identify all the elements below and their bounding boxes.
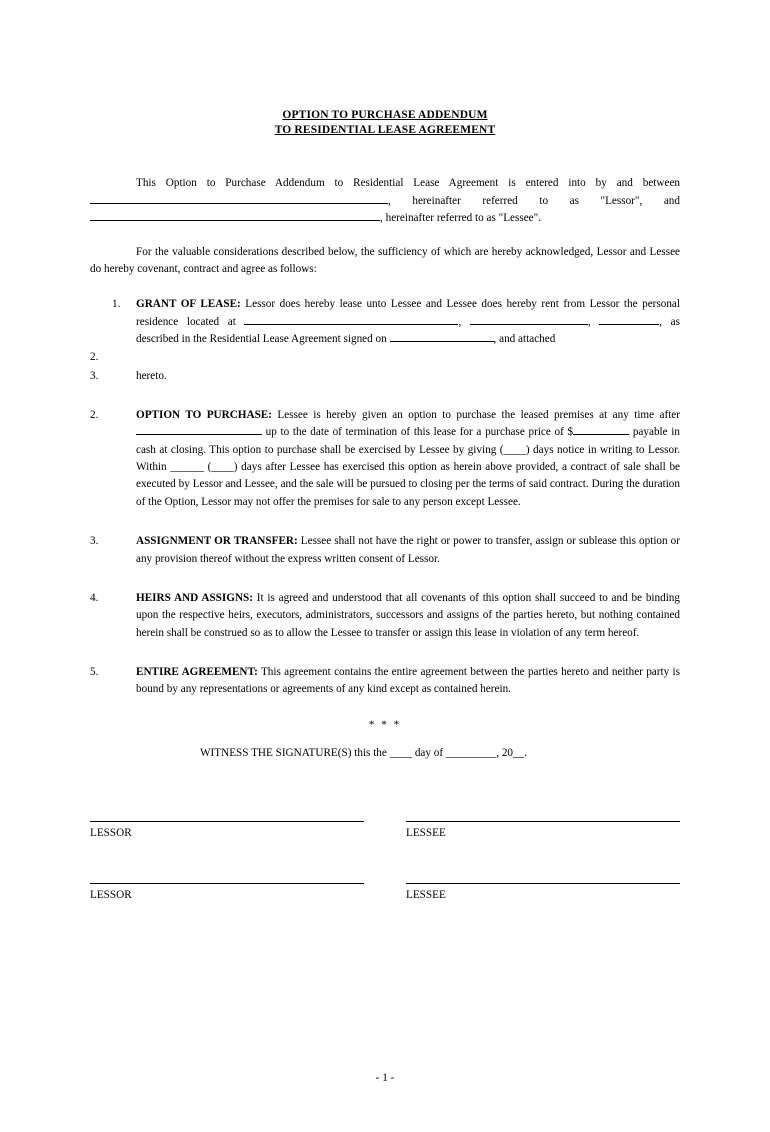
lessee-signature-2 — [406, 883, 680, 901]
signature-line — [90, 883, 364, 884]
lease-date-blank — [390, 341, 494, 342]
lessee-signature-1 — [406, 821, 680, 839]
intro-text-3: , hereinafter referred to as "Lessee". — [380, 212, 542, 225]
stray-number-3 — [90, 368, 680, 385]
clause-body — [136, 590, 680, 642]
clause-text-1: Lessee is hereby given an option to purchase the leased premises at any time after — [271, 409, 680, 422]
clause-heading: OPTION TO PURCHASE: — [136, 409, 272, 422]
clause-body — [136, 407, 680, 511]
intro-text-1: This Option to Purchase Addendum to Residential Lease Agreement is entered into by and between — [136, 177, 680, 190]
intro-text-2: , hereinafter referred to as "Lessor", and — [388, 194, 680, 207]
signature-label: LESSEE — [406, 888, 446, 901]
signature-label: LESSEE — [406, 826, 446, 839]
consideration-paragraph — [90, 244, 680, 279]
residence-address-blank-3 — [599, 324, 659, 325]
clause-body: GRANT OF LEASE: Lessor does hereby lease unto Lessee and Lessee does hereby rent from Lessor the personal residence located at , , , as described in the Residential Lease Agreement signed on , and attached — [136, 298, 680, 345]
clause-heading: HEIRS AND ASSIGNS: — [136, 591, 253, 604]
signature-label: LESSOR — [90, 826, 132, 839]
residence-address-blank-1 — [244, 324, 458, 325]
clause-continuation: hereto. — [136, 369, 167, 382]
clause-text: This agreement contains the entire agreement between the parties hereto and neither party is bound by any representations or agreements of any kind except as contained herein. — [136, 665, 680, 696]
clause-heading: ASSIGNMENT OR TRANSFER: — [136, 535, 298, 548]
lessor-signature-1 — [90, 821, 364, 839]
lessee-name-blank — [90, 220, 380, 221]
clause-option-to-purchase — [90, 407, 680, 511]
clause-number: 4. — [90, 591, 99, 604]
clause-number: 1. — [112, 298, 121, 311]
signature-line — [90, 821, 364, 822]
clause-number: 3. — [90, 535, 99, 548]
clause-text: It is agreed and understood that all covenants of this option shall succeed to and be binding upon the respective heirs, executors, administrators, successors and assigns of the parties hereto, but nothing contained herein shall be construed so as to allow the Lessee to transfer or assign this lease in violation of any term hereof. — [136, 591, 680, 639]
residence-address-blank-2 — [470, 324, 588, 325]
signature-label: LESSOR — [90, 888, 132, 901]
stray-number-2 — [90, 349, 680, 366]
page-footer: - 1 - — [375, 1072, 395, 1084]
option-start-date-blank — [136, 434, 262, 435]
signature-block-1 — [90, 821, 680, 839]
document-page — [0, 108, 770, 1132]
list-number: 2. — [90, 351, 99, 364]
clause-heading: ENTIRE AGREEMENT: — [136, 665, 258, 678]
clause-text-3: , and attached — [493, 332, 556, 345]
lessor-name-blank — [90, 203, 388, 204]
lessor-signature-2 — [90, 883, 364, 901]
intro-paragraph — [90, 175, 680, 227]
clause-text-1: Lessor does hereby lease unto Lessee and Lessee does hereby rent from Lessor the personal residence located at — [136, 298, 680, 328]
clause-body — [136, 664, 680, 699]
title-line-1: OPTION TO PURCHASE ADDENDUM — [282, 109, 488, 121]
clause-number: 2. — [90, 409, 99, 422]
title-line-2: TO RESIDENTIAL LEASE AGREEMENT — [274, 123, 496, 136]
clause-number: 5. — [90, 665, 99, 678]
clause-heading: GRANT OF LEASE: — [136, 298, 241, 311]
document-title — [90, 108, 680, 137]
consideration-text: For the valuable considerations described below, the sufficiency of which are hereby acknowledged, Lessor and Lessee do hereby covenant, contract and agree as follows: — [90, 245, 680, 275]
witness-statement: WITNESS THE SIGNATURE(S) this the ____ day of _________, 20__. — [200, 746, 528, 759]
section-separator: * * * — [368, 718, 402, 731]
clause-assignment-or-transfer — [90, 533, 680, 568]
signature-block-2 — [90, 883, 680, 901]
clause-heirs-and-assigns — [90, 590, 680, 642]
clause-text-2: up to the date of termination of this lease for a purchase price of $ — [262, 426, 574, 439]
signature-line — [406, 883, 680, 884]
clause-text-3: payable in cash at closing. This option to purchase shall be exercised by Lessee by giving (____) days notice in writing to Lessor. Within ______ (____) days after Lessee has exercised this option as herein above provided, a contract of sale shall be executed by Lessor and Lessee, and the sale will be pursued to closing per the terms of said contract. During the duration of the Option, Lessor may not offer the premises for sale to any person except Lessee. — [136, 426, 680, 508]
purchase-price-blank — [573, 434, 629, 435]
clause-text-2: , as described in the Residential Lease Agreement signed on — [136, 315, 680, 345]
clause-body — [136, 533, 680, 568]
list-number: 3. — [90, 369, 99, 382]
clause-entire-agreement — [90, 664, 680, 699]
clause-text: Lessee shall not have the right or power to transfer, assign or sublease this option or any provision thereof without the express written consent of Lessor. — [136, 535, 680, 565]
clause-grant-of-lease — [90, 296, 680, 348]
signature-line — [406, 821, 680, 822]
